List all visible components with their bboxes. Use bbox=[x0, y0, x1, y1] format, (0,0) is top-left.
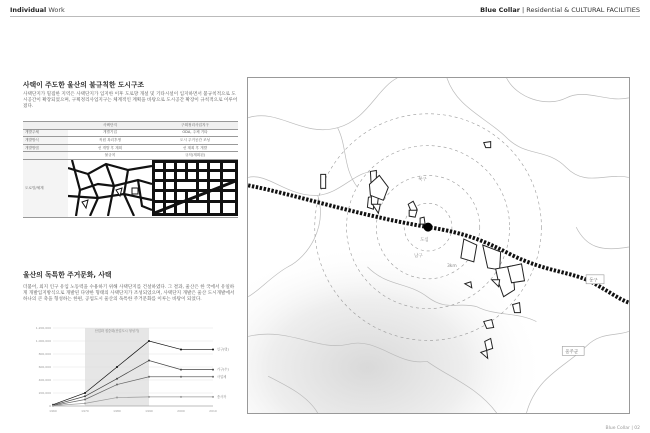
southeast-district-label: 울주군 bbox=[565, 349, 579, 355]
table-row bbox=[23, 152, 238, 160]
table-row-label: 개발주체 bbox=[23, 129, 68, 137]
chart-data-point bbox=[148, 340, 150, 342]
table-header-cell: 구획정리사업지구 bbox=[152, 122, 238, 130]
chart-y-tick-label: 1,000,000 bbox=[35, 339, 51, 343]
table-cell: 도시 주거공간 조성 bbox=[152, 137, 238, 145]
regular-grid-map-svg bbox=[152, 160, 238, 216]
chart-data-point bbox=[116, 397, 118, 399]
ring-label: 3km bbox=[446, 263, 457, 269]
header-left-light: Work bbox=[46, 6, 65, 14]
chart-series-label: 종사자 bbox=[217, 394, 227, 399]
chart-data-point bbox=[84, 395, 86, 397]
table-cell: ODA, 주체 기타 bbox=[152, 129, 238, 137]
chart-data-point bbox=[84, 392, 86, 394]
chart-y-tick-label: 400,000 bbox=[38, 378, 51, 382]
chart-data-point bbox=[212, 369, 214, 371]
chart-data-point bbox=[148, 396, 150, 398]
header-left bbox=[10, 6, 65, 14]
header-divider bbox=[10, 16, 640, 17]
table-cell: 선 개발 후 계획 bbox=[68, 144, 152, 152]
chart-data-point bbox=[84, 399, 86, 401]
chart-data-point bbox=[212, 376, 214, 378]
chart-data-point bbox=[212, 396, 214, 398]
table-map-row bbox=[23, 159, 238, 217]
table-cell: 직원 복리후생 bbox=[68, 137, 152, 145]
section1-title: 사택이 주도한 울산의 불규칙한 도시구조 bbox=[23, 81, 145, 89]
southeast-district-tag bbox=[562, 346, 584, 355]
chart-data-point bbox=[180, 376, 182, 378]
chart-data-point bbox=[84, 402, 86, 404]
chart-y-tick-label: 200,000 bbox=[38, 391, 51, 395]
south-label: 남구 bbox=[414, 253, 423, 259]
header-right bbox=[480, 6, 640, 14]
chart-x-tick-label: 2000 bbox=[177, 409, 185, 413]
chart-y-tick-label: 800,000 bbox=[38, 352, 51, 356]
chart-y-tick-label: 0 bbox=[49, 404, 51, 408]
section2-paragraph: 더불어, 외지 인구 유입 노동력을 수용하기 위해 사택단지를 건설하였다. 그 결과, 울산은 한 국에서 유일하게 개발입지방식으로 개발된 다양한 형태의 사택단지가 조성되었으며, 사택단지 개발은 울산 도시개발에서 하나의 큰 축을 형성하는 한편, 공업도시 울산의 독특한 주거문화를 이루는 바탕이 되었다. bbox=[23, 285, 235, 303]
table-row bbox=[23, 144, 238, 152]
chart-series-label: 가구(수) bbox=[217, 367, 229, 372]
section1-paragraph: 사택단지가 밀집한 지역은 사택단지가 입지한 이후 도로망 개설 및 기타시설이 입지하면서 불규칙적으로 도시공간이 확장되었으며, 구획정리사업지구는 체계적인 계획을 바탕으로 도시공간 확장이 규칙적으로 이루어졌다. bbox=[23, 92, 238, 110]
chart-series-label: 사업체 bbox=[217, 374, 227, 379]
irregular-road-map bbox=[68, 159, 152, 217]
chart-data-point bbox=[116, 378, 118, 380]
chart-data-point bbox=[180, 396, 182, 398]
table-cell: 규칙(계획된) bbox=[152, 152, 238, 160]
section2-title: 울산의 독특한 주거문화, 사택 bbox=[23, 271, 112, 279]
chart-y-tick-label: 1,200,000 bbox=[35, 326, 51, 330]
table-row-label: 도로망/체계 bbox=[23, 159, 68, 217]
table-row bbox=[23, 137, 238, 145]
chart-data-point bbox=[180, 369, 182, 371]
chart-data-point bbox=[148, 360, 150, 362]
table-header-row bbox=[23, 122, 238, 130]
irregular-road-map-svg bbox=[68, 160, 152, 216]
table-row-label: 개발방식 bbox=[23, 137, 68, 145]
chart-x-tick-label: 1960 bbox=[49, 409, 57, 413]
header-right-bold: Blue Collar bbox=[480, 6, 520, 14]
table-cell: 선 계획 후 개발 bbox=[152, 144, 238, 152]
map-terrain-shade bbox=[248, 207, 546, 413]
table-cell: 불규칙 bbox=[68, 152, 152, 160]
table-row-label: 개발방법 bbox=[23, 144, 68, 152]
chart-x-tick-label: 1990 bbox=[145, 409, 153, 413]
table-header-cell: 사택단지 bbox=[68, 122, 152, 130]
chart-x-tick-label: 1970 bbox=[81, 409, 89, 413]
chart-y-tick-label: 600,000 bbox=[38, 365, 51, 369]
chart-data-point bbox=[180, 348, 182, 350]
chart-x-tick-label: 2010 bbox=[209, 409, 217, 413]
east-district-label: 동구 bbox=[589, 278, 598, 284]
north-label: 북구 bbox=[418, 177, 427, 183]
table-header-cell bbox=[23, 122, 68, 130]
header-right-rest: | Residential & CULTURAL FACILITIES bbox=[519, 6, 640, 14]
chart-data-point bbox=[116, 384, 118, 386]
ulsan-map bbox=[247, 77, 630, 414]
east-district-tag bbox=[586, 275, 604, 284]
center-label: 도심 bbox=[420, 238, 429, 244]
table-cell: 개별기업 bbox=[68, 129, 152, 137]
table-row bbox=[23, 129, 238, 137]
regular-grid-map bbox=[152, 159, 238, 217]
chart-annotation: 산업화 집중화(산업도시 형성기) bbox=[94, 329, 140, 333]
comparison-table bbox=[23, 121, 238, 218]
chart-series-label: 인구(명) bbox=[217, 347, 229, 352]
page-footer: Blue Collar | 02 bbox=[605, 426, 640, 431]
chart-data-point bbox=[116, 366, 118, 368]
population-line-chart bbox=[23, 318, 238, 416]
chart-data-point bbox=[212, 348, 214, 350]
header-left-bold: Individual bbox=[10, 6, 47, 14]
table-row-label bbox=[23, 152, 68, 160]
chart-x-tick-label: 1980 bbox=[113, 409, 121, 413]
chart-data-point bbox=[148, 376, 150, 378]
chart-data-point bbox=[52, 405, 54, 407]
